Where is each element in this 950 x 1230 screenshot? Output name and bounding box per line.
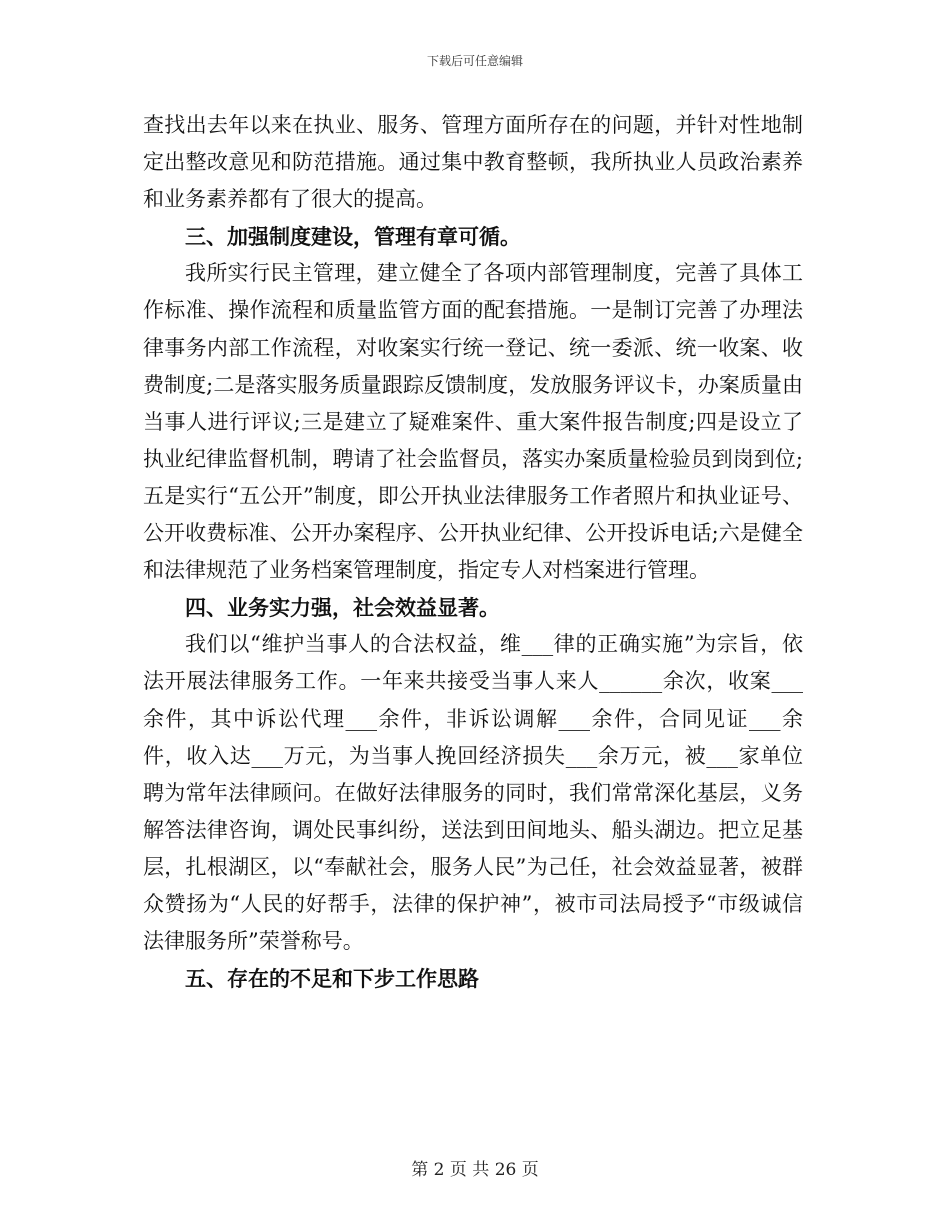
paragraph-continuation: 查找出去年以来在执业、服务、管理方面所存在的问题，并针对性地制定出整改意见和防范措施。通过集中教育整顿，我所执业人员政治素养和业务素养都有了很大的提高。 (143, 113, 803, 212)
section-heading-3: 三、加强制度建设，管理有章可循。 (185, 224, 521, 250)
section-heading-5: 五、存在的不足和下步工作思路 (185, 966, 479, 992)
page-number: 第 2 页 共 26 页 (411, 1160, 539, 1180)
paragraph-management-system: 我所实行民主管理，建立健全了各项内部管理制度，完善了具体工作标准、操作流程和质量监管方面的配套措施。一是制订完善了办理法律事务内部工作流程，对收案实行统一登记、统一委派、统一收案、收费制度;二是落实服务质量跟踪反馈制度，发放服务评议卡，办案质量由当事人进行评议;三是建立了疑难案件、重大案件报告制度;四是设立了执业纪律监督机制，聘请了社会监督员，落实办案质量检验员到岗到位;五是实行“五公开”制度，即公开执业法律服务工作者照片和执业证号、公开收费标准、公开办案程序、公开执业纪律、公开投诉电话;六是健全和法律规范了业务档案管理制度，指定专人对档案进行管理。 (143, 261, 803, 583)
document-body (143, 107, 803, 997)
paragraph-business-results: 我们以“维护当事人的合法权益，维___律的正确实施”为宗旨，依法开展法律服务工作。一年来共接受当事人来人______余次，收案___余件，其中诉讼代理___余件，非诉讼调解___余件，合同见证___余件，收入达___万元，为当事人挽回经济损失___余万元，被___家单位聘为常年法律顾问。在做好法律服务的同时，我们常常深化基层，义务解答法律咨询，调处民事纠纷，送法到田间地头、船头湖边。把立足基层，扎根湖区，以“奉献社会，服务人民”为己任，社会效益显著，被群众赞扬为“人民的好帮手，法律的保护神”，被市司法局授予“市级诚信法律服务所”荣誉称号。 (143, 632, 803, 954)
header-note: 下载后可任意编辑 (426, 54, 523, 68)
section-heading-4: 四、业务实力强，社会效益显著。 (185, 595, 500, 621)
